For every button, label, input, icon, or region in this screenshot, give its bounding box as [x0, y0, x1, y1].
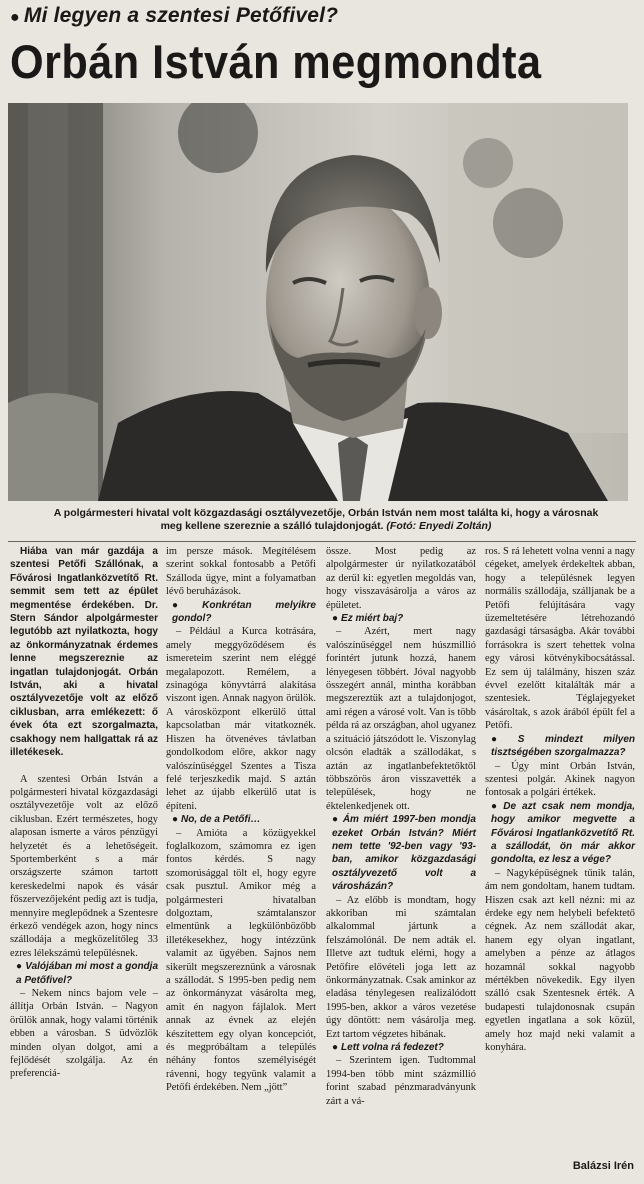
bullet-icon: ● [172, 814, 179, 826]
author-byline: Balázsi Irén [572, 1160, 634, 1172]
paragraph: – Például a Kurca kotrására, amely meggyőződésem és ismereteim szerint nem eléggé megalapozott. Remélem, a zsinagóga könyvtárrá alakítása viszont igen. Annak nagyon örülök. A városközpont elkerülő úttal kapcsolatban már vitatkoznék. Hiszen ha ötvenéves távlatban gondolkodom előre, akkor nagy valószínűséggel Szentes a Tisza felé terjeszkedik majd. S aztán lehet az újabb elkerülő utat is építeni. [166, 626, 316, 812]
question-text: No, de a Petőfi… [181, 814, 261, 826]
column-4 [485, 545, 635, 1054]
paragraph: – Azért, mert nagy valószínűséggel nem húszmillió forintért jutunk hozzá, hanem lényegesen többért. Jóval nagyobb összegért annál, mintha korábban megszereztük azt a tulajdonjogot, ami régen a városé volt. Van is több példa rá az országban, ahol ugyanez a szituáció játszódott le. Viszonylag olcsón eladták a szállodákat, s aztán az ingatlanbefektetőktől többszörös áron visszavették a települések, hogy ne éktelenkedjenek ott. [326, 626, 477, 812]
spacer [10, 760, 158, 773]
portrait-photo [8, 103, 628, 501]
interview-question [485, 733, 635, 760]
paragraph: A szentesi Orbán István a polgármesteri hivatal közgazdasági osztályvezetője volt az előző ciklusban. Ezért természetes, hogy alaposan ismerte a város pénzügyi helyzetét és a lehetőségeit. Sportemberként s a már országszerte számon tartott kereskedelmi napok és vásár főszervezőjeként pedig azt is tudja, mennyire meglepődnek a Szentesre érkező vendégek azon, hogy nincs szállodája a megközelítőleg 33 ezres lélekszámú településnek. [10, 773, 158, 959]
interview-question [326, 813, 476, 893]
interview-question [10, 960, 158, 987]
paragraph: ros. S rá lehetett volna venni a nagy cégeket, amelyek érdekeltek abban, hogy a településnek legyen normális szállodája, szálljanak be a Petőfi felújítására vagy üzemeltetésére létrehozandó gazdasági társaságba. Akár további forrásokra is szert tehettek volna egy városi kötvénykibocsátással. Ez sem új találmány, hiszen száz évvel ezelőtt kitalálták már a szentesiek. Téglajegyeket vásároltak, s azok árából épült fel a Petőfi. [485, 546, 635, 732]
interview-question [166, 599, 316, 626]
photo-caption [46, 507, 606, 533]
interview-question [485, 800, 635, 867]
bullet-icon: ● [332, 1042, 339, 1054]
question-text: Konkrétan melyikre gondol? [172, 599, 316, 625]
interview-question [166, 813, 316, 826]
column-2 [166, 545, 316, 1095]
paragraph: – Nekem nincs bajom vele – állítja Orbán István. – Nagyon örülök annak, hogy valami történik ebben a városban. S üdvözlök minden olyan dolgot, ami a fejlődését szolgálja. Az én preferenciá- [10, 988, 158, 1080]
kicker-text: Mi legyen a szentesi Petőfivel? [23, 4, 339, 27]
photo-credit: (Fotó: Enyedi Zoltán) [386, 520, 492, 532]
question-text: Ám miért 1997-ben mondja ezeket Orbán István? Miért nem tette '92-ben vagy '93-ban, amikor közgazdasági osztályvezető volt a városházán? [332, 814, 476, 893]
bullet-icon: ● [332, 814, 340, 826]
bullet-icon: ● [172, 599, 200, 611]
paragraph: – Nagyképűségnek tűnik talán, ám nem gondoltam, hanem tudtam. Hiszen csak azt kell nézni: mi az érdeke egy nem helybeli befektető cégnek. Az nem szállodát akar, hanem egy olyan ingatlant, amelyben a pénze az átlagos hozamnál sokkal nagyobb mértékben növekedik. Egy ilyen szálló csak Szentesnek érték. A budapesti tulajdonosnak csupán egyetlen ingatlana a sok közül, amely hoz majd neki valamit a konyhára. [485, 867, 635, 1054]
bullet-icon: ● [491, 800, 501, 812]
question-text: Ez miért baj? [341, 613, 404, 625]
paragraph: – Úgy mint Orbán István, szentesi polgár. Akinek nagyon fontosak a polgári értékek. [485, 760, 635, 799]
divider [8, 541, 636, 542]
bullet-icon: ● [491, 733, 515, 745]
column-3 [326, 545, 476, 1108]
kicker [10, 4, 338, 28]
paragraph: im persze mások. Megítélésem szerint sokkal fontosabb a Petőfi Szálloda ügye, mint a folyamatban lévő beruházások. [166, 546, 316, 598]
interview-question [326, 1041, 476, 1054]
interview-question [326, 612, 476, 625]
bullet-icon: ● [10, 9, 20, 26]
bullet-icon: ● [16, 961, 23, 973]
paragraph: – Szerintem igen. Tudtommal 1994-ben több mint százmillió forint szabad pénzmaradványunk zárt a vá- [326, 1055, 476, 1107]
headline: Orbán István megmondta [10, 35, 542, 88]
paragraph: – Amióta a közügyekkel foglalkozom, számomra ez igen fontos kérdés. S nagy szomorúsággal tölt el, hogy egyre csak pusztul. Amikor még a polgármesteri hivatalban dolgoztam, számtalanszor elmentünk a legkülönbözőbb illetékesekhez, hogy intézzünk valamit az ügyében. Sajnos nem sikerült megszereznünk a városnak a szállodát. S 1995-ben pedig nem az önkormányzat vásárolta meg, amit én nagyon fájlalok. Mert annak az évnek az elején készítettem egy olyan koncepciót, és megpróbáltam a település néhány fontos személyiségét rávenni, hogy tegyünk valamit a Petőfi érdekében. Nem „jött” [166, 827, 316, 1094]
question-text: Valójában mi most a gondja a Petőfivel? [16, 961, 159, 986]
column-1 [10, 545, 158, 1081]
caption-text: A polgármesteri hivatal volt közgazdasági osztályvezetője, Orbán István nem most találta ki, hogy a városnak meg kellene szereznie a szálló tulajdonjogát. [53, 507, 599, 532]
question-text: Lett volna rá fedezet? [341, 1042, 444, 1054]
paragraph: – Az előbb is mondtam, hogy akkoriban mi számtalan alkalommal jártunk a felszámolónál. De nem adták el. Illetve azt tudtuk elérni, hogy a Petőfire elővételi joga lett az önkormányzatnak. Csak aminkor az eladása ténylegesen realizálódott 1995-ben, akkor a város vezetése úgy döntött: nem vásárolja meg. Ezt tartom végzetes hibának. [326, 894, 476, 1040]
bullet-icon: ● [332, 613, 339, 625]
question-text: De azt csak nem mondja, hogy amikor megvette a Fővárosi Ingatlanközvetítő Rt. a szállodát, ön már akkor gondolta, ez lesz a vége? [491, 800, 635, 866]
question-text: S mindezt milyen tisztségében szorgalmazza? [491, 733, 635, 759]
paragraph: össze. Most pedig az alpolgármester úr nyilatkozatából az derül ki: egyetlen megoldás van, hogy visszavásárolja a város az épületet. [326, 546, 476, 611]
lead-paragraph: Hiába van már gazdája a szentesi Petőfi Szállónak, a Fővárosi Ingatlanközvetítő Rt. semmit sem tett az épület megmentése érdekében. Dr. Stern Sándor alpolgármester legutóbb azt nyilatkozta, hogy az önkormányzatnak érdemes lenne megszereznie az ingatlan tulajdonjogát. Orbán István, aki a hivatal osztályvezetője volt az előző ciklusban, arra emlékezett: ő évek óta ezt szorgalmazta, csakhogy nem hallgattak rá az illetékesek. [10, 546, 158, 759]
portrait-illustration [8, 103, 628, 501]
